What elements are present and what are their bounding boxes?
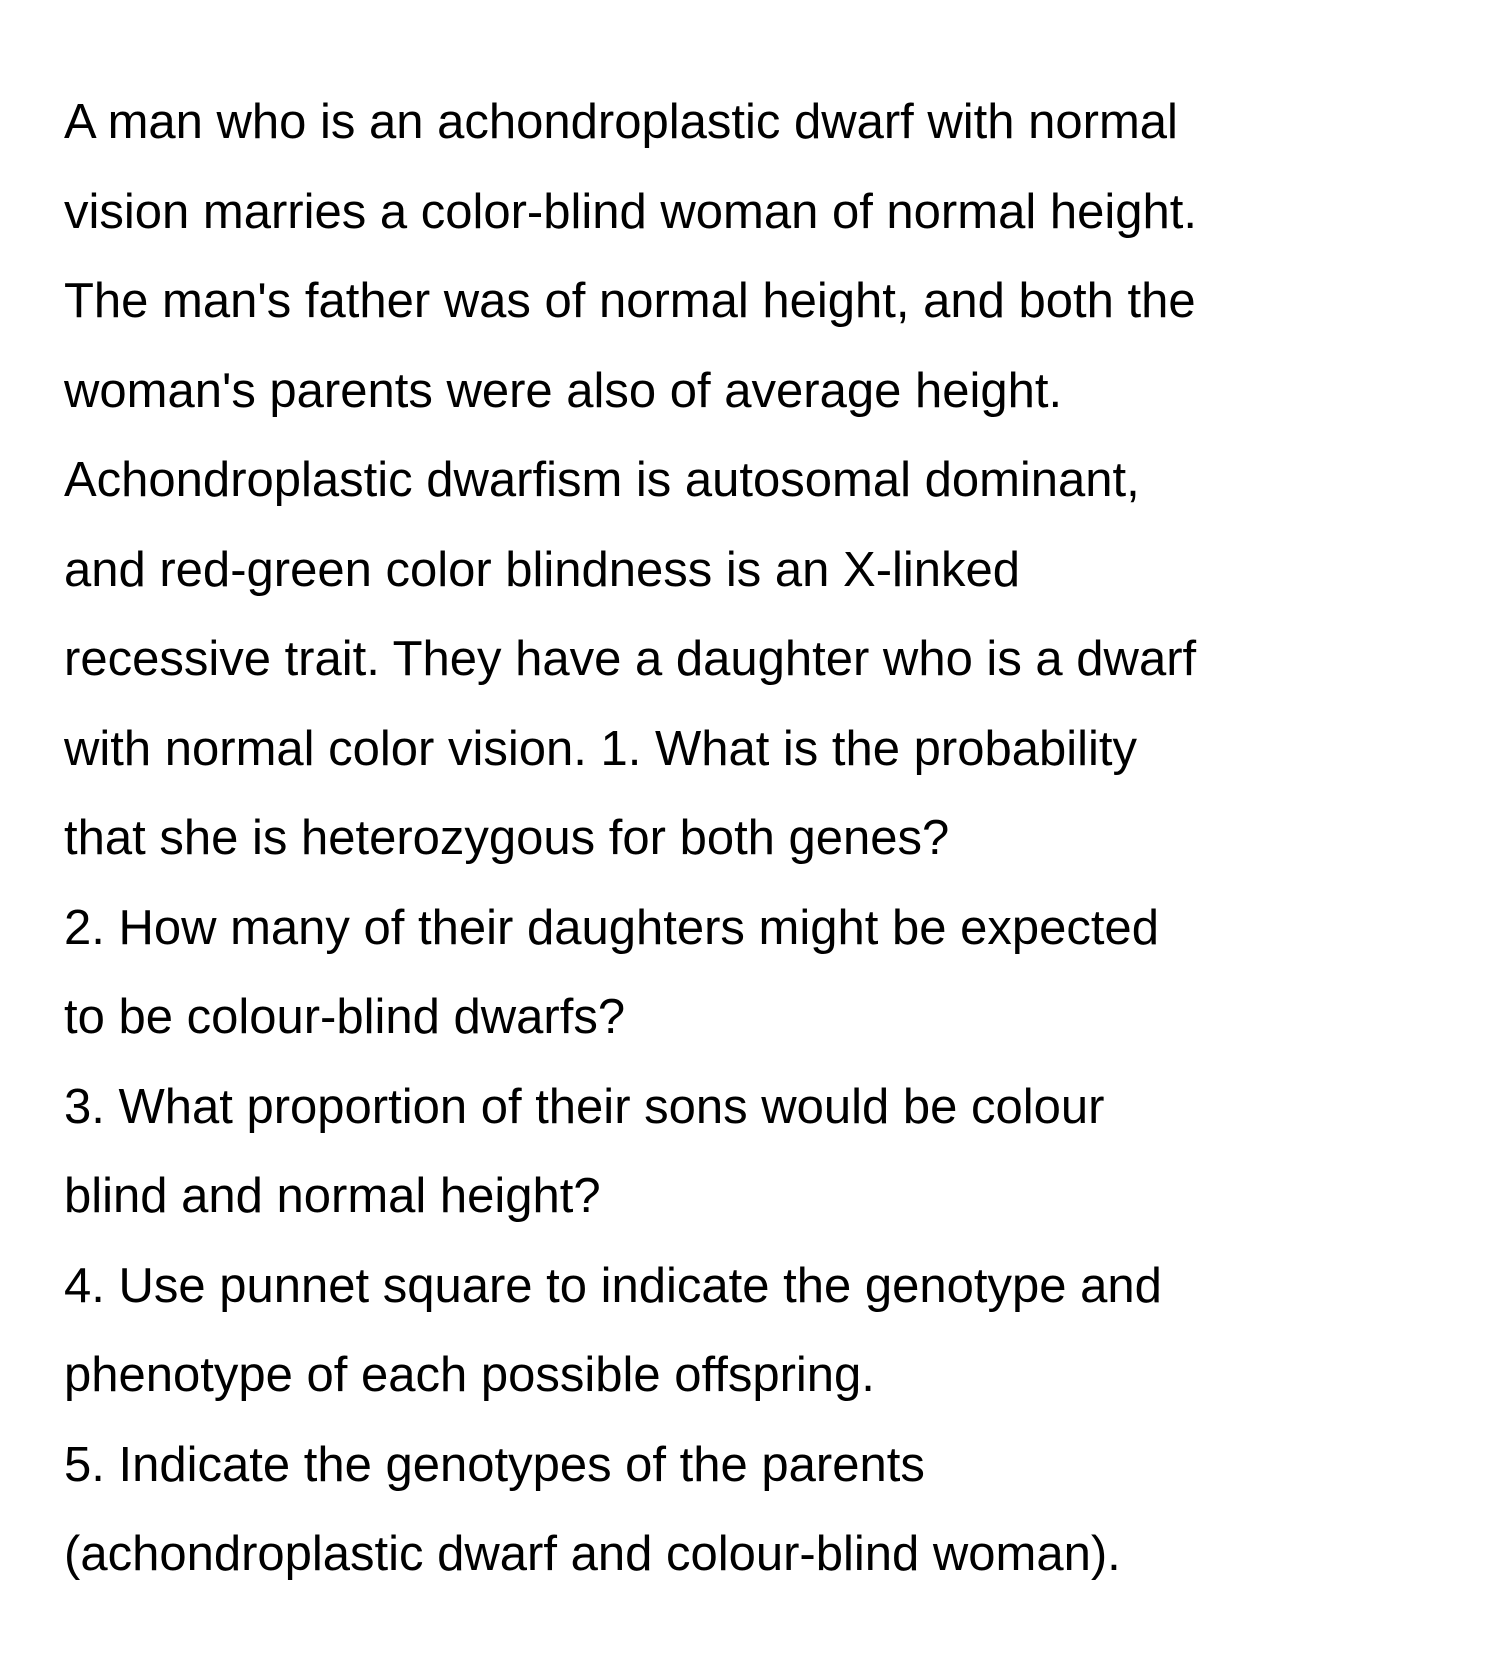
question-line: blind and normal height? (64, 1169, 601, 1223)
question-text (64, 78, 1464, 1600)
question-line: that she is heterozygous for both genes? (64, 811, 950, 865)
question-line: 3. What proportion of their sons would be colour (64, 1079, 1105, 1134)
question-line: phenotype of each possible offspring. (64, 1348, 875, 1402)
question-line: to be colour-blind dwarfs? (64, 990, 626, 1044)
question-line: A man who is an achondroplastic dwarf with normal (64, 95, 1178, 149)
question-line: recessive trait. They have a daughter who is a dwarf (64, 632, 1197, 686)
question-line: with normal color vision. 1. What is the probability (64, 721, 1137, 776)
question-line: 2. How many of their daughters might be expected (64, 900, 1159, 955)
question-line: and red-green color blindness is an X-linked (64, 542, 1021, 597)
question-line: 5. Indicate the genotypes of the parents (64, 1437, 925, 1492)
question-line: Achondroplastic dwarfism is autosomal dominant, (64, 453, 1140, 507)
question-line: 4. Use punnet square to indicate the genotype and (64, 1258, 1162, 1313)
question-line: (achondroplastic dwarf and colour-blind woman). (64, 1527, 1121, 1581)
question-line: woman's parents were also of average height. (64, 363, 1063, 418)
question-line: vision marries a color-blind woman of normal height. (64, 184, 1197, 239)
question-line: The man's father was of normal height, and both the (64, 274, 1196, 328)
